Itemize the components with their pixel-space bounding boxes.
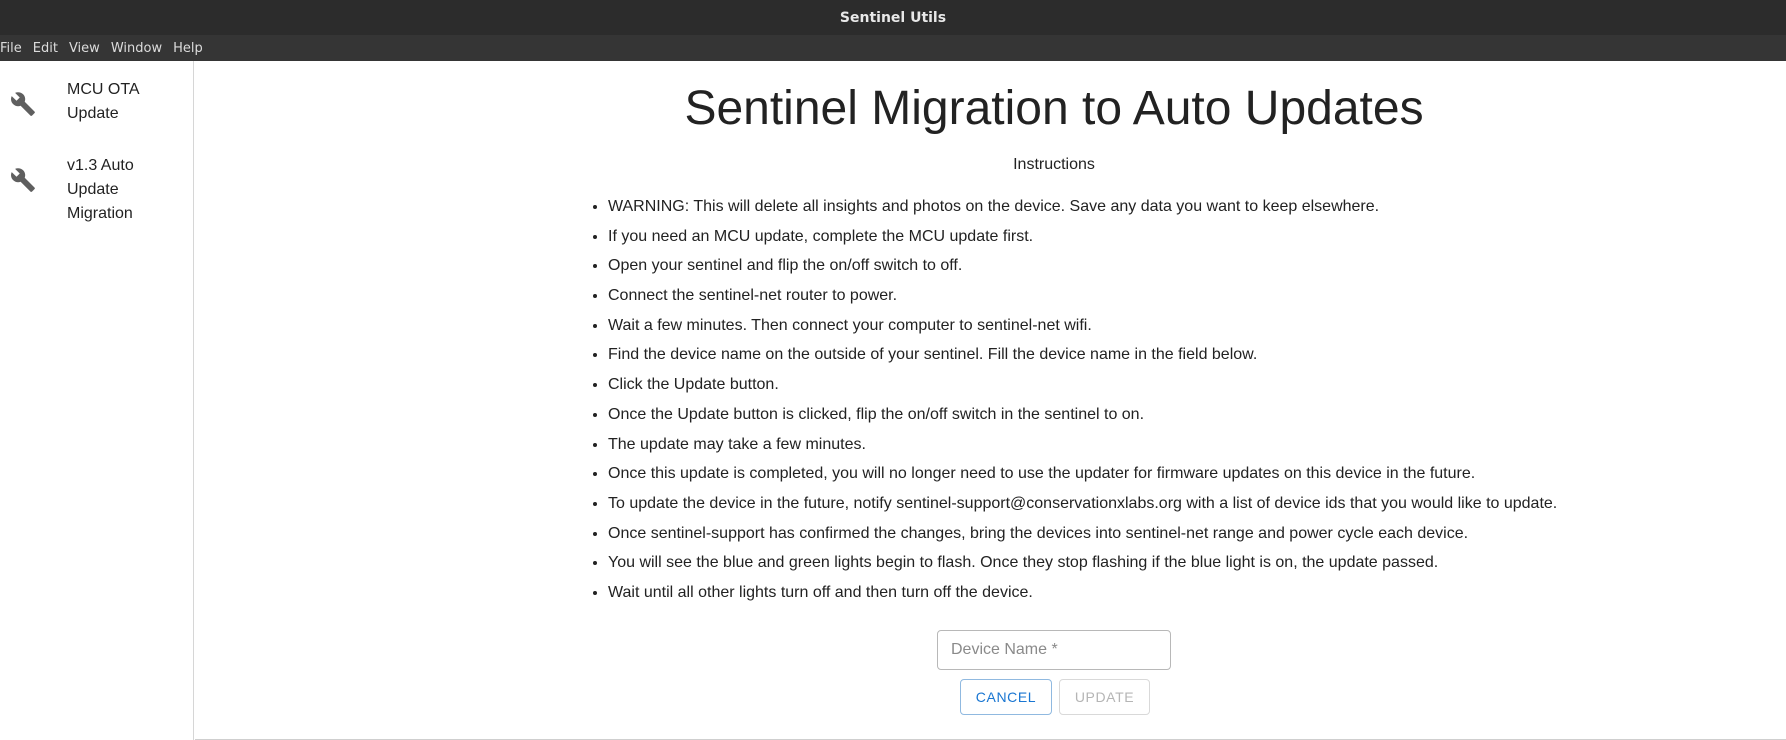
window-titlebar [0, 0, 1786, 35]
instruction-item: • Once the Update button is clicked, flip the on/off switch in the sentinel to on. [608, 405, 1608, 425]
instruction-item: • To update the device in the future, notify sentinel-support@conservationxlabs.org with a list of device ids that you would like to update. [608, 494, 1608, 514]
device-name-input[interactable] [938, 631, 1170, 669]
update-button[interactable]: UPDATE [1059, 679, 1150, 715]
sidebar-item-label: MCU OTA Update [67, 81, 139, 122]
sidebar-item-mcu-ota-update[interactable] [0, 78, 193, 126]
menu-window[interactable]: Window [110, 40, 163, 56]
instruction-item: • WARNING: This will delete all insights and photos on the device. Save any data you want to keep elsewhere. [608, 197, 1608, 217]
menu-view[interactable]: View [68, 40, 100, 56]
instruction-item: • Wait a few minutes. Then connect your computer to sentinel-net wifi. [608, 316, 1608, 336]
instruction-item: • You will see the blue and green lights begin to flash. Once they stop flashing if the blue light is on, the update passed. [608, 553, 1608, 573]
menu-edit[interactable]: Edit [32, 40, 58, 56]
sidebar-item-auto-update-migration[interactable] [0, 154, 193, 226]
page-title: Sentinel Migration to Auto Updates [684, 82, 1424, 135]
instructions-heading: Instructions [1013, 156, 1095, 173]
instruction-item: • Connect the sentinel-net router to power. [608, 286, 1608, 306]
instructions-list [588, 197, 1608, 613]
instruction-item: • If you need an MCU update, complete the MCU update first. [608, 227, 1608, 247]
instruction-item: • Find the device name on the outside of your sentinel. Fill the device name in the field below. [608, 345, 1608, 365]
sidebar-item-label: v1.3 Auto Update Migration [67, 157, 134, 222]
sidebar [0, 61, 194, 740]
cancel-button[interactable]: CANCEL [960, 679, 1052, 715]
instruction-item: • Once sentinel-support has confirmed the changes, bring the devices into sentinel-net range and power cycle each device. [608, 524, 1608, 544]
menu-file[interactable]: File [0, 40, 22, 56]
main-content [195, 61, 1786, 740]
instruction-item: • Once this update is completed, you will no longer need to use the updater for firmware updates on this device in the future. [608, 464, 1608, 484]
instruction-item: • Wait until all other lights turn off and then turn off the device. [608, 583, 1608, 603]
instruction-item: • Click the Update button. [608, 375, 1608, 395]
window-title: Sentinel Utils [839, 9, 947, 26]
wrench-icon [10, 167, 36, 193]
menu-help[interactable]: Help [173, 40, 203, 56]
menubar [0, 35, 1786, 61]
device-name-field [937, 630, 1171, 670]
instruction-item: • The update may take a few minutes. [608, 435, 1608, 455]
wrench-icon [10, 91, 36, 117]
instruction-item: • Open your sentinel and flip the on/off switch to off. [608, 256, 1608, 276]
